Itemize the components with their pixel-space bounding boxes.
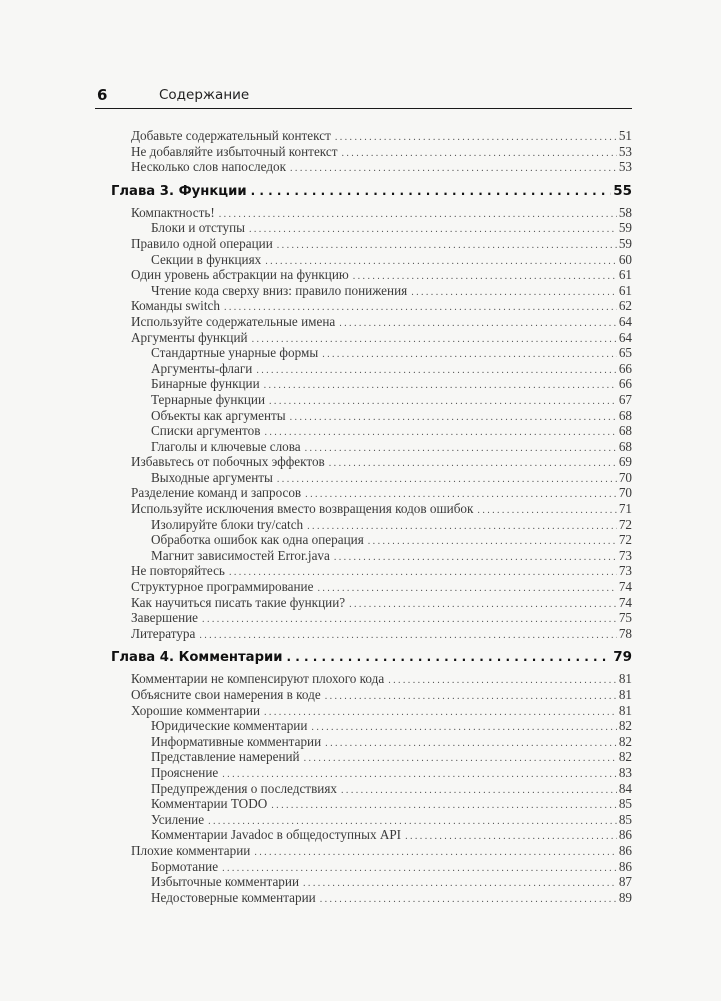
toc-page-number: 72 [618, 532, 632, 548]
toc-page-number: 68 [618, 423, 632, 439]
toc-entry[interactable] [111, 485, 632, 501]
toc-entry-title: Плохие комментарии [131, 842, 251, 858]
toc-entry-title: Используйте содержательные имена [131, 313, 336, 329]
toc-entry[interactable] [111, 687, 632, 703]
toc-page-number: 70 [618, 485, 632, 501]
toc-page-number: 65 [618, 345, 632, 361]
toc-entry-title: Используйте исключения вместо возвращения кодов ошибок [131, 501, 474, 517]
toc-entry-title: Не добавляйте избыточный контекст [131, 143, 338, 159]
dot-leader [304, 754, 617, 764]
toc-page-number: 64 [618, 313, 632, 329]
toc-page-number: 87 [618, 874, 632, 890]
dot-leader [269, 397, 617, 407]
dot-leader [405, 832, 617, 842]
toc-entry[interactable] [111, 423, 632, 439]
toc-entry-title: Усиление [151, 811, 205, 827]
dot-leader [342, 149, 617, 159]
toc-entry[interactable] [111, 205, 632, 221]
dot-leader [222, 864, 617, 874]
toc-entry-title: Представление намерений [151, 749, 300, 765]
toc-entry[interactable] [111, 361, 632, 377]
dot-leader [219, 210, 617, 220]
toc-page-number: 74 [618, 579, 632, 595]
toc-entry-title: Тернарные функции [151, 391, 266, 407]
toc-chapter-heading[interactable] [111, 649, 632, 667]
dot-leader [222, 770, 617, 780]
toc-entry-title: Правило одной операции [131, 235, 273, 251]
toc-entry-title: Комментарии TODO [151, 796, 268, 812]
toc-page-number: 86 [618, 827, 632, 843]
toc-page-number: 85 [618, 811, 632, 827]
dot-leader [290, 413, 617, 423]
toc-page-number: 86 [618, 858, 632, 874]
toc-entry[interactable] [111, 595, 632, 611]
dot-leader [411, 288, 617, 298]
dot-leader [277, 475, 617, 485]
toc-entry[interactable] [111, 532, 632, 548]
toc-entry[interactable] [111, 144, 632, 160]
toc-entry[interactable] [111, 874, 632, 890]
toc-entry-title: Обработка ошибок как одна операция [151, 532, 364, 548]
toc-page-number: 55 [613, 182, 632, 199]
toc-page-number: 75 [618, 610, 632, 626]
toc-entry[interactable] [111, 579, 632, 595]
running-head-title: Содержание [159, 87, 250, 103]
toc-entry-title: Недостоверные комментарии [151, 889, 316, 905]
toc-entry[interactable] [111, 781, 632, 797]
dot-leader [317, 584, 616, 594]
toc-entry[interactable] [111, 454, 632, 470]
dot-leader [256, 366, 616, 376]
toc-entry-title: Избыточные комментарии [151, 874, 300, 890]
dot-leader [353, 272, 617, 282]
toc-page-number: 73 [618, 563, 632, 579]
dot-leader [208, 817, 617, 827]
toc-entry[interactable] [111, 718, 632, 734]
toc-entry[interactable] [111, 376, 632, 392]
toc-page-number: 78 [618, 625, 632, 641]
toc-entry-title: Команды switch [131, 298, 220, 314]
dot-leader [311, 723, 616, 733]
dot-leader [305, 490, 617, 500]
dot-leader [305, 444, 617, 454]
toc-entry[interactable] [111, 236, 632, 252]
toc-entry-title: Один уровень абстракции на функцию [131, 267, 349, 283]
toc-entry-title: Чтение кода сверху вниз: правило понижения [151, 282, 408, 298]
toc-entry[interactable] [111, 843, 632, 859]
toc-entry-title: Стандартные унарные формы [151, 345, 319, 361]
toc-entry-title: Информативные комментарии [151, 733, 322, 749]
toc-page-number: 61 [618, 282, 632, 298]
toc-entry-title: Выходные аргументы [151, 469, 273, 485]
dot-leader [335, 133, 617, 143]
toc-page-number: 72 [618, 516, 632, 532]
toc-entry-title: Компактность! [131, 204, 215, 220]
toc-entry[interactable] [111, 470, 632, 486]
toc-entry-title: Глава 3. Функции [111, 183, 247, 199]
dot-leader [254, 848, 616, 858]
toc-entry[interactable] [111, 827, 632, 843]
toc-entry[interactable] [111, 796, 632, 812]
toc-page-number: 59 [618, 235, 632, 251]
toc-entry[interactable] [111, 408, 632, 424]
dot-leader [290, 164, 617, 174]
toc-page-number: 51 [618, 128, 632, 143]
dot-leader [339, 319, 617, 329]
toc-page-number: 66 [618, 376, 632, 392]
dot-leader [202, 615, 617, 625]
toc-entry-title: Изолируйте блоки try/catch [151, 516, 304, 532]
toc-page-number: 66 [618, 360, 632, 376]
toc-entry-title: Глаголы и ключевые слова [151, 438, 301, 454]
toc-entry-title: Аргументы функций [131, 329, 248, 345]
toc-page-number: 79 [613, 649, 632, 666]
toc-entry-title: Хорошие комментарии [131, 702, 261, 718]
toc-entry[interactable] [111, 703, 632, 719]
dot-leader [287, 651, 612, 663]
toc-entry[interactable] [111, 548, 632, 564]
toc-entry[interactable] [111, 283, 632, 299]
toc-page-number: 82 [618, 718, 632, 734]
toc-entry-title: Структурное программирование [131, 579, 314, 595]
toc-entry[interactable] [111, 501, 632, 517]
toc-page-number: 60 [618, 251, 632, 267]
toc-page-number: 61 [618, 267, 632, 283]
toc-page-number: 53 [618, 143, 632, 159]
toc-page-number: 83 [618, 764, 632, 780]
toc-page-number: 81 [618, 702, 632, 718]
toc-entry-title: Юридические комментарии [151, 718, 308, 734]
dot-leader [320, 895, 617, 905]
toc-page-number: 89 [618, 889, 632, 905]
toc-entry[interactable] [111, 812, 632, 828]
dot-leader [249, 225, 617, 235]
running-head [95, 86, 632, 109]
toc-chapter-heading[interactable] [111, 183, 632, 201]
toc-entry[interactable] [111, 330, 632, 346]
toc-page-number: 82 [618, 749, 632, 765]
toc-entry[interactable] [111, 749, 632, 765]
toc-entry[interactable] [111, 159, 632, 175]
toc-entry[interactable] [111, 345, 632, 361]
dot-leader [264, 708, 617, 718]
toc-entry[interactable] [111, 392, 632, 408]
toc-page-number: 67 [618, 391, 632, 407]
dot-leader [368, 537, 617, 547]
toc-page-number: 59 [618, 220, 632, 236]
toc-page-number: 74 [618, 594, 632, 610]
dot-leader [265, 257, 617, 267]
toc-entry[interactable] [111, 220, 632, 236]
toc-entry[interactable] [111, 671, 632, 687]
toc-page-number: 71 [618, 501, 632, 517]
toc-entry-title: Секции в функциях [151, 251, 262, 267]
toc-entry[interactable] [111, 859, 632, 875]
toc-entry-title: Комментарии Javadoc в общедоступных API [151, 827, 402, 843]
dot-leader [329, 459, 617, 469]
dot-leader [199, 631, 616, 641]
toc-entry[interactable] [111, 734, 632, 750]
toc-page-number: 86 [618, 842, 632, 858]
toc-entry[interactable] [111, 890, 632, 906]
toc-entry-title: Объясните свои намерения в коде [131, 687, 321, 702]
toc-page-number: 64 [618, 329, 632, 345]
dot-leader [341, 786, 617, 796]
toc-page-number: 85 [618, 796, 632, 812]
dot-leader [325, 739, 617, 749]
toc-entry-title: Разделение команд и запросов [131, 485, 302, 501]
toc-entry-title: Бормотание [151, 858, 219, 874]
toc-entry-title: Добавьте содержательный контекст [131, 128, 331, 143]
toc-entry-title: Списки аргументов [151, 423, 261, 439]
dot-leader [264, 381, 617, 391]
dot-leader [264, 428, 616, 438]
dot-leader [229, 568, 617, 578]
dot-leader [334, 553, 617, 563]
toc-page-number: 53 [618, 159, 632, 175]
toc-entry-title: Избавьтесь от побочных эффектов [131, 454, 325, 470]
toc-entry-title: Комментарии не компенсируют плохого кода [131, 671, 385, 687]
dot-leader [303, 879, 617, 889]
toc-entry[interactable] [111, 128, 632, 144]
toc-page-number: 81 [618, 687, 632, 702]
toc-page-number: 62 [618, 298, 632, 314]
toc-entry-title: Несколько слов напоследок [131, 159, 287, 175]
dot-leader [322, 350, 617, 360]
dot-leader [325, 692, 617, 702]
toc-entry-title: Блоки и отступы [151, 220, 245, 236]
dot-leader [349, 600, 617, 610]
toc-entry[interactable] [111, 517, 632, 533]
toc-entry[interactable] [111, 298, 632, 314]
toc-entry[interactable] [111, 610, 632, 626]
toc-entry-title: Не повторяйтесь [131, 563, 225, 579]
toc-entry-title: Глава 4. Комментарии [111, 650, 283, 666]
toc-entry[interactable] [111, 314, 632, 330]
toc-entry[interactable] [111, 563, 632, 579]
dot-leader [252, 335, 617, 345]
toc-page-number: 68 [618, 438, 632, 454]
toc-entry-title: Магнит зависимостей Error.java [151, 547, 330, 563]
toc-entry-title: Бинарные функции [151, 376, 260, 392]
toc-page-number: 68 [618, 407, 632, 423]
page-number: 6 [97, 86, 108, 104]
toc-page-number: 70 [618, 469, 632, 485]
table-of-contents [111, 128, 632, 905]
dot-leader [307, 522, 617, 532]
toc-entry-title: Как научиться писать такие функции? [131, 594, 346, 610]
toc-entry[interactable] [111, 626, 632, 642]
toc-page-number: 58 [618, 204, 632, 220]
dot-leader [224, 303, 617, 313]
dot-leader [388, 676, 617, 686]
toc-page-number: 73 [618, 547, 632, 563]
toc-entry-title: Объекты как аргументы [151, 407, 286, 423]
toc-entry-title: Завершение [131, 610, 199, 626]
dot-leader [277, 241, 617, 251]
dot-leader [477, 506, 616, 516]
toc-entry[interactable] [111, 439, 632, 455]
toc-entry[interactable] [111, 252, 632, 268]
toc-entry-title: Литература [131, 625, 196, 641]
toc-entry-title: Предупреждения о последствиях [151, 780, 338, 796]
toc-entry[interactable] [111, 765, 632, 781]
toc-entry-title: Прояснение [151, 764, 219, 780]
toc-entry[interactable] [111, 267, 632, 283]
toc-page-number: 81 [618, 671, 632, 687]
toc-page-number: 84 [618, 780, 632, 796]
toc-entry-title: Аргументы-флаги [151, 360, 253, 376]
toc-page-number: 69 [618, 454, 632, 470]
dot-leader [271, 801, 617, 811]
toc-page-number: 82 [618, 733, 632, 749]
dot-leader [251, 185, 612, 197]
